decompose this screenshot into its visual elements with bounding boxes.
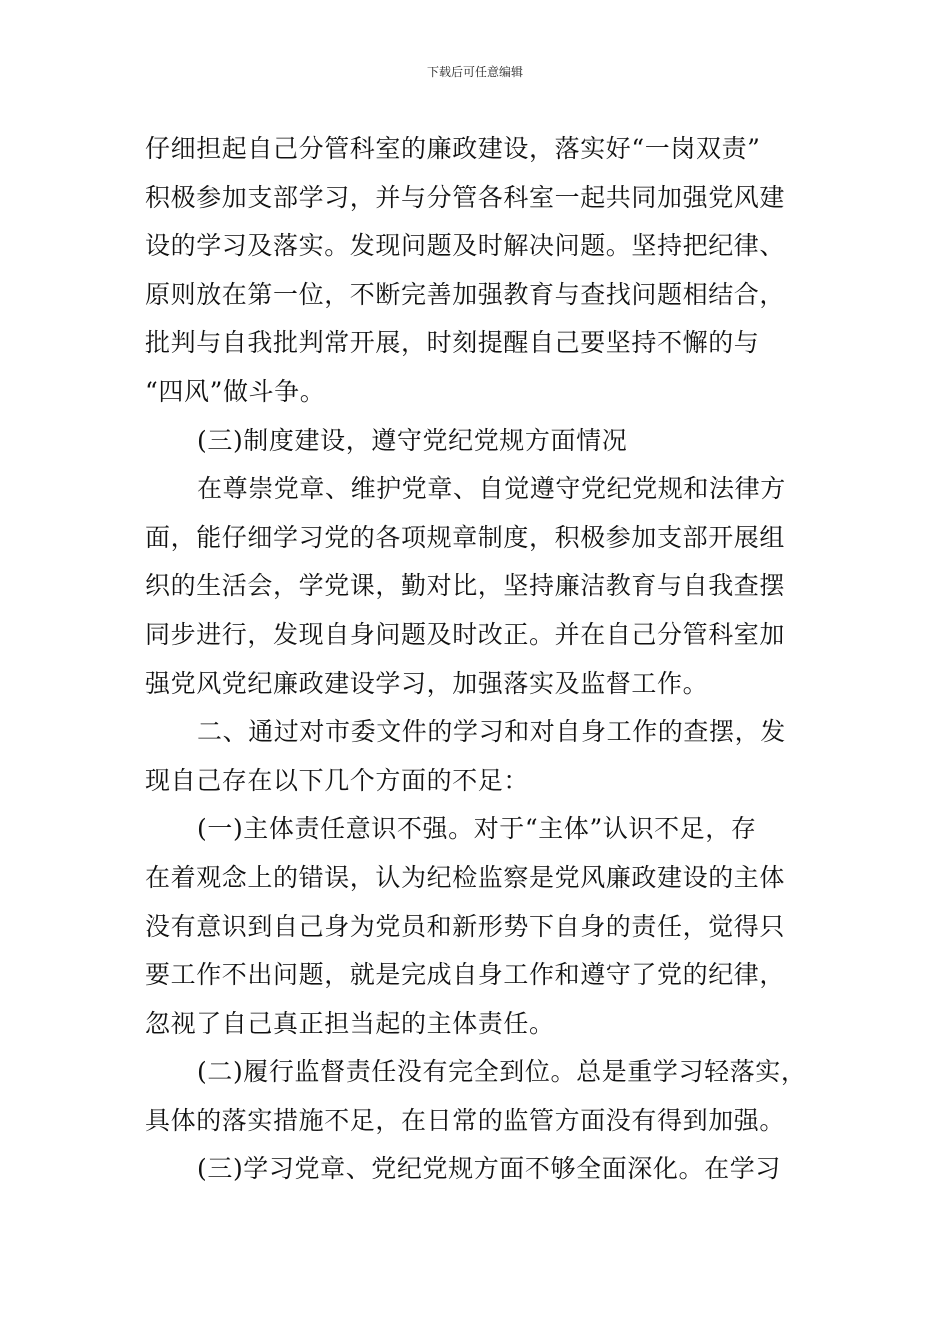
text-line: 批判与自我批判常开展，时刻提醒自己要坚持不懈的与 bbox=[145, 328, 760, 358]
text-line: 仔细担起自己分管科室的廉政建设，落实好“一岗双责” bbox=[145, 134, 761, 163]
text-line: 同步进行，发现自身问题及时改正。并在自己分管科室加 bbox=[145, 619, 786, 649]
text-line: 强党风党纪廉政建设学习，加强落实及监督工作。 bbox=[145, 668, 709, 698]
page-header: 下载后可任意编辑 bbox=[426, 65, 523, 79]
document-body bbox=[145, 125, 830, 1194]
text-line: (三)制度建设，遵守党纪党规方面情况 bbox=[197, 425, 628, 455]
text-line: 织的生活会，学党课，勤对比，坚持廉洁教育与自我查摆 bbox=[145, 571, 786, 601]
text-line: 设的学习及落实。发现问题及时解决问题。坚持把纪律、 bbox=[145, 231, 786, 261]
text-line: 在着观念上的错误，认为纪检监察是党风廉政建设的主体 bbox=[145, 862, 786, 892]
text-line: 要工作不出问题，就是完成自身工作和遵守了党的纪律， bbox=[145, 960, 786, 990]
text-line: (一)主体责任意识不强。对于“主体”认识不足，存 bbox=[197, 814, 757, 844]
text-line: 原则放在第一位，不断完善加强教育与查找问题相结合， bbox=[145, 279, 786, 309]
text-line: (三)学习党章、党纪党规方面不够全面深化。在学习 bbox=[197, 1154, 781, 1184]
text-line: 具体的落实措施不足，在日常的监管方面没有得到加强。 bbox=[145, 1105, 786, 1135]
text-line: 没有意识到自己身为党员和新形势下自身的责任，觉得只 bbox=[145, 911, 786, 941]
text-line: “四风”做斗争。 bbox=[145, 376, 326, 406]
text-line: (二)履行监督责任没有完全到位。总是重学习轻落实， bbox=[197, 1057, 807, 1087]
text-line: 忽视了自己真正担当起的主体责任。 bbox=[145, 1008, 555, 1038]
text-line: 在尊崇党章、维护党章、自觉遵守党纪党规和法律方 bbox=[197, 474, 786, 504]
text-line: 二、通过对市委文件的学习和对自身工作的查摆，发 bbox=[197, 717, 786, 747]
text-line: 现自己存在以下几个方面的不足： bbox=[145, 765, 530, 795]
text-line: 积极参加支部学习，并与分管各科室一起共同加强党风建 bbox=[145, 182, 786, 212]
text-line: 面，能仔细学习党的各项规章制度，积极参加支部开展组 bbox=[145, 522, 786, 552]
